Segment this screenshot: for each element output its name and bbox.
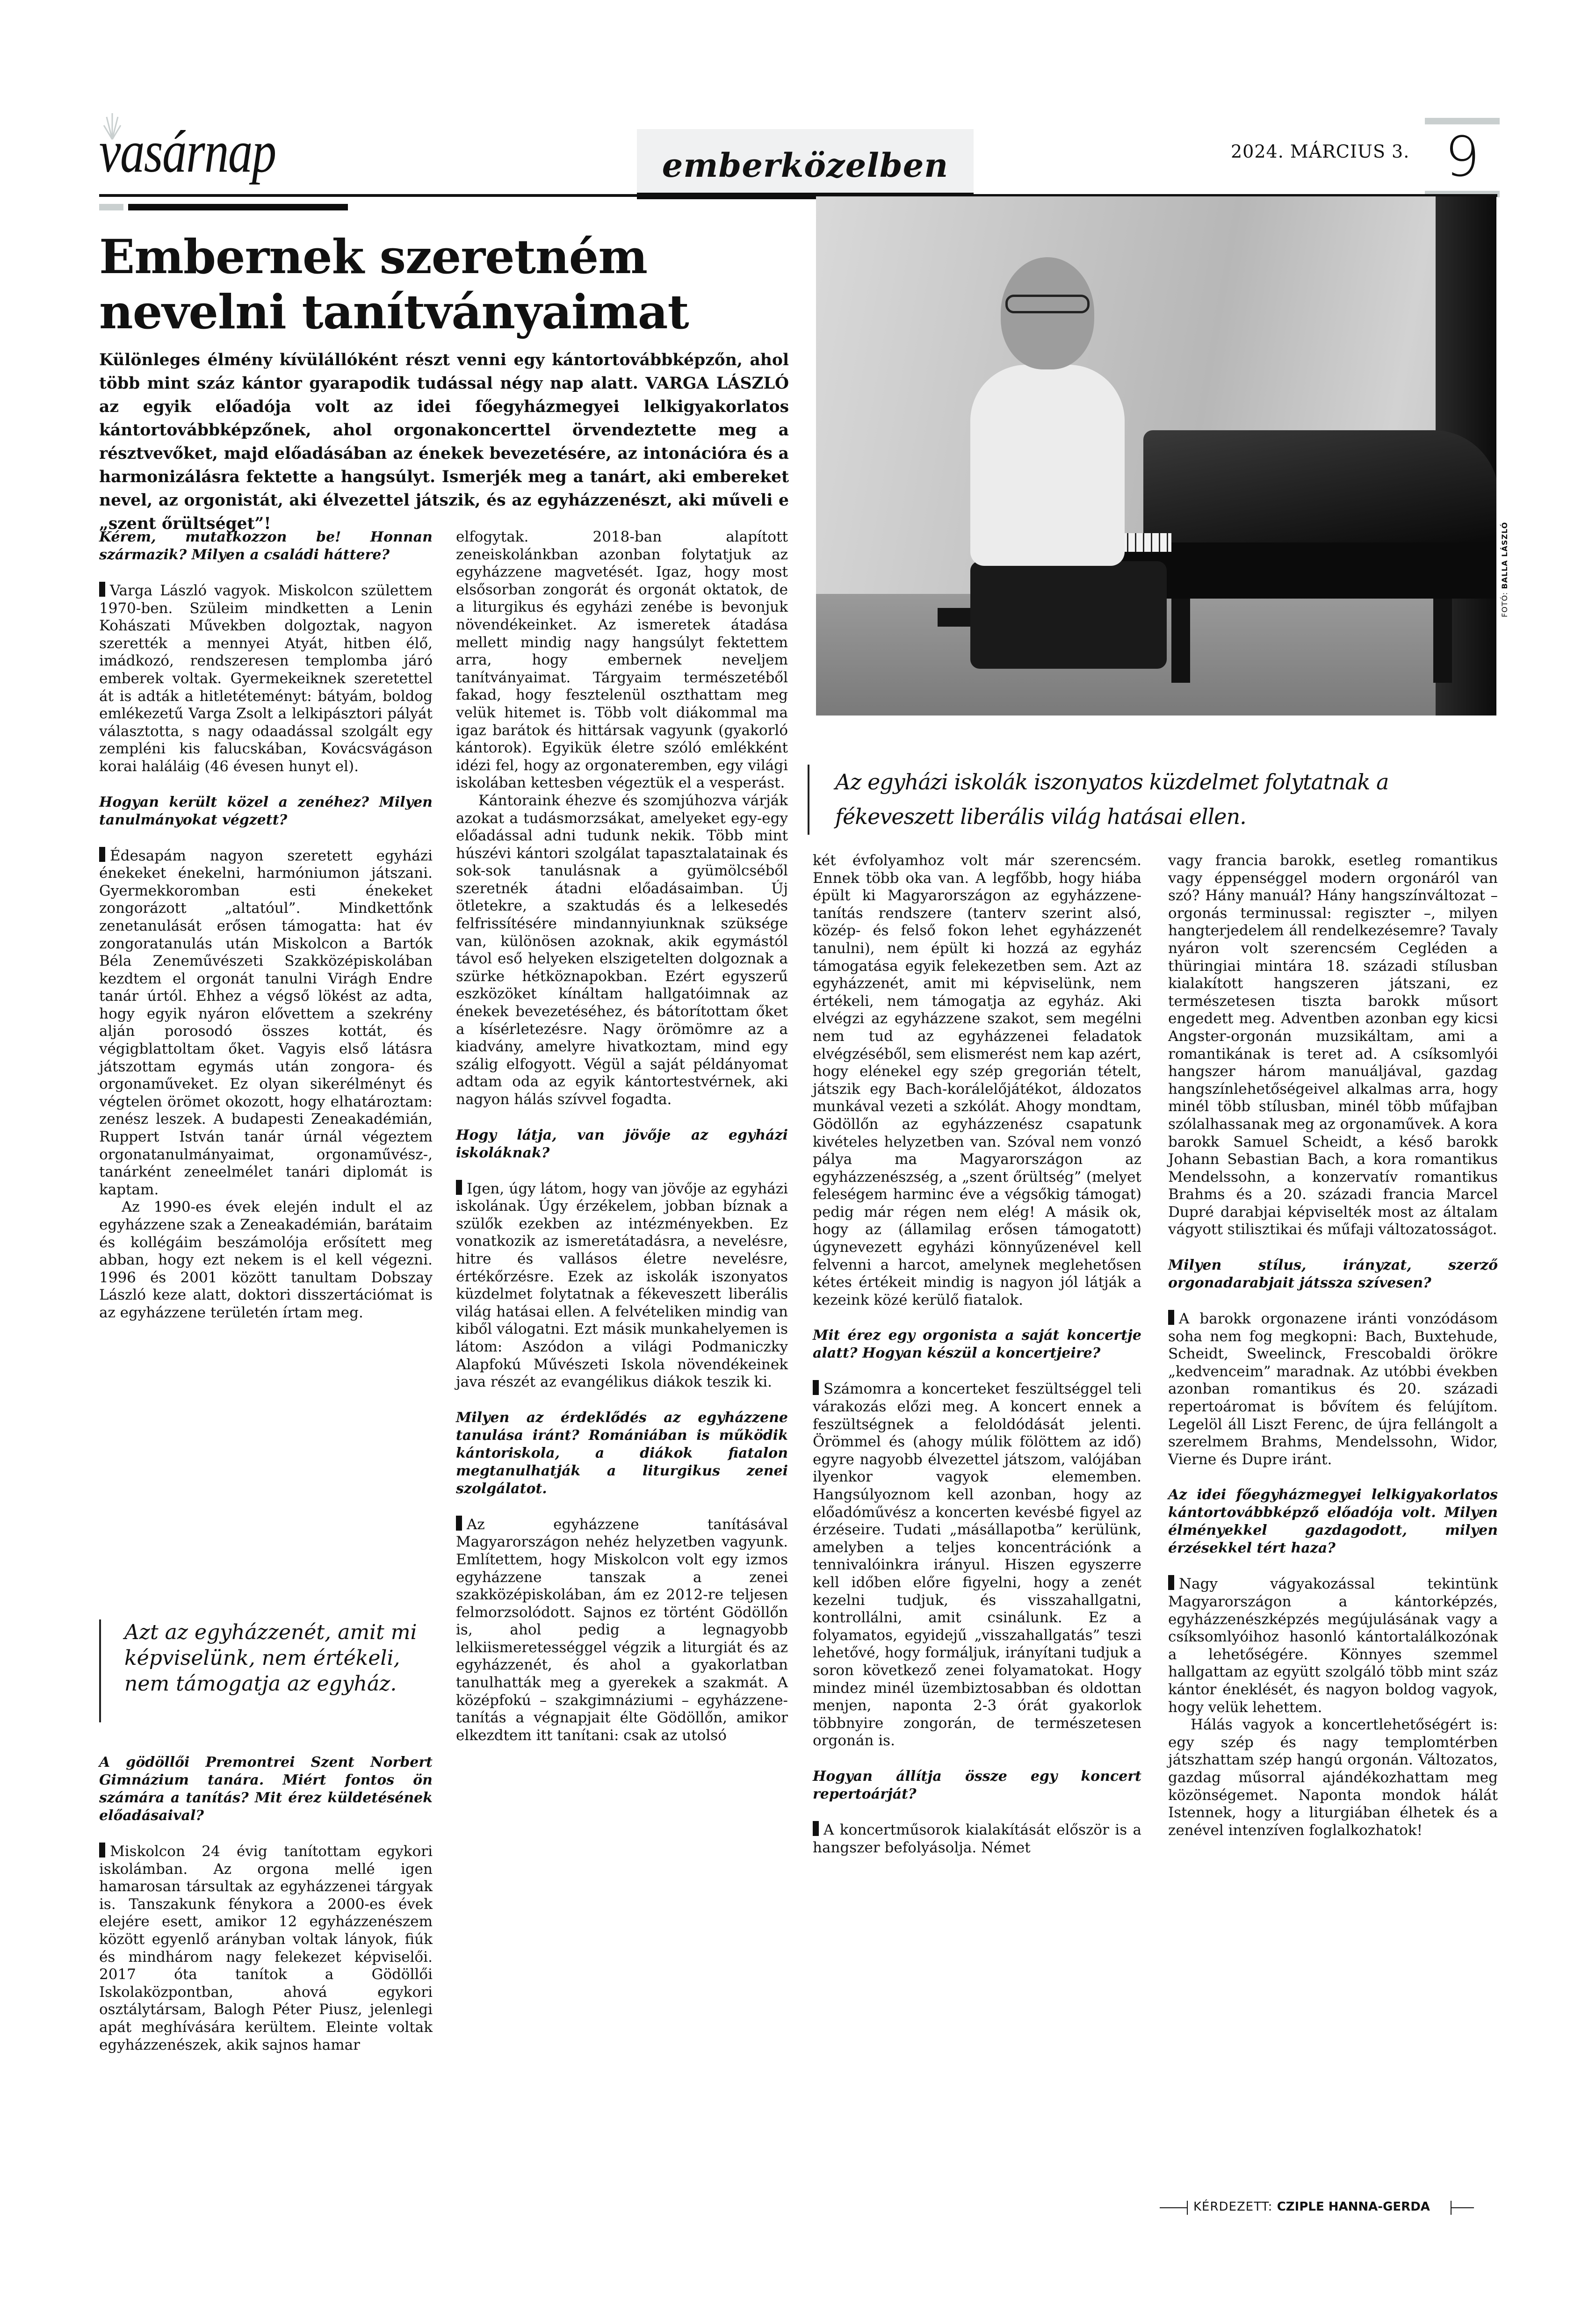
interview-answer: A koncertműsorok kialakítását először is a hangszer befolyásolja. Német xyxy=(813,1821,1141,1856)
masthead xyxy=(99,89,1497,201)
byline-rule xyxy=(1452,2207,1474,2208)
interview-answer: Édesapám nagyon szeretett egyházi énekeket énekelni, harmóniumon játszani. Gyermekkoromban esti énekeket zongorázott „altatóul”. Mindkettőnk zenetanulását erősen támogatta: hat év zongoratanulás után Miskolcon a Bartók Béla Zeneművészeti Szakközépiskolában kezdtem el orgonát tanulni Virágh Endre tanár úrtól. Ehhez a végső lökést az adta, hogy egyik nyáron elővettem a szekrény alján porosodó összes kottát, és végigblattoltam őket. Vagyis első látásra játszottam egymás után zongora- és orgonaműveket. Ez olyan sikerélményt és végtelen örömet okozott, hogy elhatároztam: zenész leszek. A budapesti Zeneakadémián, Ruppert István tanár úrnál végeztem orgonatanulmányaimat, orgonaművész-, tanárként zeneelmélet tanári diplomát is kaptam. xyxy=(99,847,433,1198)
article-photo[interactable] xyxy=(816,196,1496,716)
interview-question: Hogy látja, van jövője az egyházi iskoláknak? xyxy=(456,1127,788,1161)
interview-answer-paragraph: Hálás vagyok a koncertlehetőségért is: egy szép és nagy templomtérben játszhattam szép hangú orgonán. Változatos, gazdag műsorral ajándékozhattam meg közönségemet. Naponta mondok hálát Istennek, hogy a liturgiában élhetek és a zenével intenzíven foglalkozhatok! xyxy=(1168,1716,1498,1839)
byline-label: KÉRDEZETT: xyxy=(1193,2200,1273,2214)
text-column-1 xyxy=(99,528,433,1322)
interview-question: Milyen az érdeklődés az egyházzene tanulása iránt? Romániában is működik kántoriskola, a diákok fiatalon megtanulhatják a liturgikus zenei szolgálatot. xyxy=(456,1409,788,1497)
person-head xyxy=(1001,257,1094,369)
issue-date: 2024. MÁRCIUS 3. xyxy=(1231,141,1410,162)
interview-answer: Számomra a koncerteket feszültséggel teli várakozás előzi meg. A koncert ennek a feszültségnek a feloldódását jelenti. Örömmel és (ahogy múlik fölöttem az idő) egyre nagyobb élvezettel játszom, valójában ilyenkor vagyok elememben. Hangsúlyoznom kell azonban, hogy az előadóművész a koncerten kevésbé figyel az érzéseire. Tudati „másállapotba” kerülünk, amelyben a teljes koncentrációnk a tennivalóinkra irányul. Hiszen egyszerre kell időben előre figyelni, hogy a zenét kezelni tudjuk, és visszahallgatni, kontrollálni, amit csinálunk. Ez a folyamatos, egyidejű „visszahallgatás” teszi lehetővé, hogy formáljuk, irányítani tudjuk a soron következő zenei folyamatokat. Hogy mindez minél üzembiztosabban és oldottan menjen, naponta 2-3 órát gyakorlok többnyire zongorán, de természetesen orgonán is. xyxy=(813,1380,1141,1749)
interview-question: Kérem, mutatkozzon be! Honnan származik? Milyen a családi háttere? xyxy=(99,529,433,563)
logo-accent-bar xyxy=(99,204,123,210)
logo-underline-bar xyxy=(128,204,348,210)
answer-marker-icon xyxy=(1168,1575,1174,1590)
interview-answer-continued: vagy francia barokk, esetleg romantikus vagy éppenséggel modern orgonáról van szó? Hány manuál? Hány hangszínváltozat – orgonás terminussal: regiszter –, milyen hangterjedelem áll rendelkezésemre? Tavaly nyáron volt szerencsém Cegléden a thüringiai mintára 18. századi stílusban kialakított hangszeren játszani, ez természetesen tiszta barokk műsort engedett meg. Adventben azonban egy kicsi Angster-orgonán muzsikáltam, ami a romantikának is teret ad. A csíksomlyói hangszer három manuáljával, gazdag hangszínlehetőségeivel alkalmas arra, hogy minél több stílusban, minél több műfajban szólalhassanak meg az orgonaművek. A kora barokk Samuel Scheidt, a késő barokk Johann Sebastian Bach, a kora romantikus Mendelssohn, a konzervatív romantikus Brahms és a 20. századi francia Marcel Dupré darabjai képviselték most az általam vágyott stilisztikai és műfaji változatosságot. xyxy=(1168,852,1498,1238)
interview-answer-continued: két évfolyamhoz volt már szerencsém. Ennek több oka van. A legfőbb, hogy hiába épült ki Magyarországon az egyházzene-tanítás rendszere (tanterv szerint alsó, közép- és felső fokon lehet egyházzenét tanulni), nem épült ki hozzá az egyház támogatása egyik felekezetben sem. Azt az egyházzenét, amit mi képviselünk, nem értékeli, nem támogatja az egyház. Aki elvégzi az egyházzene szakot, sem megélni nem tud az egyházzenei feladatok elvégzéséből, sem elismerést nem kap azért, hogy elénekel egy szép gregorián tételt, játszik egy Bach-korálelőjátékot, áldozatos munkával vezeti a szkólát. Ahogy mondtam, Gödöllőn az egyházzenész csapatunk kivételes helyzetben van. Szóval nem vonzó pálya ma Magyarországon az egyházzenészség, a „szent őrültség” (melyet feleségem harminc éve a végsőkig támogat) pedig már régen nem elég! A másik ok, hogy az (államilag erősen támogatott) úgynevezett egyházi könnyűzenével kell felvenni a harcot, amelynek meglehetősen kétes értékeit mindig is nagyon jól látják a kezeink közé kerülő fiatalok. xyxy=(813,852,1141,1308)
byline-text xyxy=(1193,2200,1430,2214)
interview-answer: Varga László vagyok. Miskolcon születtem 1970-ben. Szüleim mindketten a Lenin Kohászati Művekben dolgoztak, nagyon szerették a mennyei Atyát, hitben élő, imádkozó, rendszeresen templomba járó emberek voltak. Gyermekeiknek szeretettel át is adták a hitletéteményt: bátyám, boldog emlékezetű Varga Zsolt a lelkipásztori pályát választotta, s nagy odaadással szolgált egy zempléni kis falucskában, Kovácsvágáson korai haláláig (46 évesen hunyt el). xyxy=(99,582,433,775)
interview-question: Hogyan állítja össze egy koncert repertoárját? xyxy=(813,1768,1141,1802)
byline xyxy=(1160,2198,1496,2217)
section-label[interactable] xyxy=(637,129,974,199)
section-label-text: emberközelben xyxy=(662,146,949,185)
interview-answer: A barokk orgonazene iránti vonzódásom soha nem fog megkopni: Bach, Buxtehude, Scheidt, Sweelinck, Frescobaldi örökre „kedvenceim” maradnak. Az utóbbi években azonban romantikus és 20. századi repertoáromat is bővítem és felújítom. Legelöl áll Liszt Ferenc, de újra fellángolt a szerelmem Brahms, Mendelssohn, Widor, Vierne és Dupre iránt. xyxy=(1168,1310,1498,1468)
grand-piano-body xyxy=(1115,542,1496,599)
interview-question: Hogyan került közel a zenéhez? Milyen tanulmányokat végzett? xyxy=(99,794,433,828)
byline-author[interactable]: CZIPLE HANNA-GERDA xyxy=(1277,2200,1430,2214)
answer-marker-icon xyxy=(813,1380,819,1395)
grand-piano-lid xyxy=(1143,430,1496,552)
pull-quote: Azt az egyházzenét, amit mi képviselünk, nem értékeli, nem támogatja az egyház. xyxy=(99,1619,433,1722)
interview-answer-continued: elfogytak. 2018-ban alapított zeneiskolánkban azonban folytatjuk az egyházzene magvetését. Igaz, hogy most elsősorban zongorát és orgonát oktatok, de a liturgikus és egyházi zenébe is bevonjuk növendékeinket. Az ismeretek átadása mellett mindig nagy hangsúlyt fektettem arra, hogy embernek neveljem tanítványaimat. Tárgyaim természetéből fakad, hogy fesztelenül oszthattam meg velük hitemet is. Több volt diákommal ma igaz barátok és hittársak vagyunk (gyakorló kántorok). Egyikük életre szóló emlékként idézi fel, hogy az orgonateremben, egy világi iskolában kettesben végeztük el a vesperást. xyxy=(456,528,788,792)
photo-credit-label: FOTÓ: xyxy=(1500,592,1509,617)
person-legs xyxy=(970,561,1167,669)
article-headline: Embernek szeretném nevelni tanítványaimat xyxy=(99,229,689,340)
text-column-3 xyxy=(813,852,1141,1857)
glasses-icon xyxy=(1005,295,1090,313)
byline-rule xyxy=(1160,2207,1187,2208)
publication-logo[interactable] xyxy=(99,108,352,185)
page-number-box xyxy=(1425,118,1500,197)
interview-question: Milyen stílus, irányzat, szerző orgonadarabjait játssza szívesen? xyxy=(1168,1257,1498,1292)
piano-leg xyxy=(1171,599,1190,683)
photo-credit-name: BALLA LÁSZLÓ xyxy=(1500,521,1509,589)
answer-marker-icon xyxy=(813,1821,819,1836)
logo-wordmark: vasárnap xyxy=(99,118,276,185)
interview-question: Az idei főegyházmegyei lelkigyakorlatos kántortovábbképző előadója volt. Milyen élményekkel gazdagodott, milyen érzésekkel tért haza? xyxy=(1168,1487,1498,1557)
article-lead: Különleges élmény kívülállóként részt venni egy kántortovábbképzőn, ahol több mint száz kántor gyarapodik tudással négy nap alatt. VARGA LÁSZLÓ az egyik előadója volt az idei főegyházmegyei lelkigyakorlatos kántortovábbképzőnek, ahol orgonakoncerttel örvendeztette meg a résztvevőket, majd előadásában az énekek bevezetésére, az intonációra és a harmonizálásra fektette a hangsúlyt. Ismerjék meg a tanárt, aki embereket nevel, az orgonistát, aki élvezettel játszik, és az egyházzenészt, aki műveli e „szent őrültséget”! xyxy=(99,351,789,533)
pull-quote: Az egyházi iskolák iszonyatos küzdelmet folytatnak a fékeveszett liberális világ hatásai ellen. xyxy=(808,765,1500,835)
byline-tick xyxy=(1187,2201,1188,2215)
photo-credit xyxy=(1500,521,1509,617)
interview-answer: Az egyházzene tanításával Magyarországon nehéz helyzetben vagyunk. Említettem, hogy Miskolcon volt egy izmos egyházzene tanszak a zenei szakközépiskolában, ám ez 2012-re teljesen felmorzsolódott. Sajnos ez történt Gödöllőn is, ahol pedig a legnagyobb lelkiismeretességgel végzik a liturgiát és az egyházzenét, és ahol a gyakorlatban tanulhatták meg a gyerekek a szakmát. A középfokú – szakgimnáziumi – egyházzene-tanítás a végnapjait élte Gödöllőn, amikor elkezdtem itt tanítani: csak az utolsó xyxy=(456,1516,788,1744)
text-column-4 xyxy=(1168,852,1498,1839)
piano-leg xyxy=(1433,599,1452,683)
page-number: 9 xyxy=(1444,124,1480,189)
answer-marker-icon xyxy=(1168,1310,1174,1325)
interview-answer: Nagy vágyakozással tekintünk Magyarországon a kántorképzés, egyházzenészképzés megújulásának vagy a csíksomlyóihoz hasonló kántortalálkozónak a lehetőségére. Könnyes szemmel hallgattam az együtt szolgáló több mint száz kántor éneklését, és nagyon boldog vagyok, hogy velük lehettem. xyxy=(1168,1576,1498,1716)
answer-marker-icon xyxy=(99,1843,105,1857)
interview-answer-paragraph: Az 1990-es évek elején indult el az egyházzene szak a Zeneakadémián, barátaim és kollégáim beszámolója erősített meg abban, hogy ezt nekem is el kell végezni. 1996 és 2001 között tanultam Dobszay László keze alatt, doktori disszertációmat is az egyházzene területén írtam meg. xyxy=(99,1199,433,1321)
answer-marker-icon xyxy=(99,582,105,597)
person-shirt xyxy=(970,365,1125,566)
interview-answer-paragraph: Kántoraink éhezve és szomjúhozva várják azokat a tudásmorzsákat, amelyeket egy-egy előadással adni tudunk nekik. Több mint húszévi kántori szolgálat tapasztalatainak és sok-sok tanulásnak a gyümölcséből szeretnék átadni előadásaimban. Új ötletekre, a szaktudás és a lelkesedés felfrissítésére mindannyiunknak szüksége van, különösen azoknak, akik egymástól távol eső helyeken elszigetelten dolgoznak a szürke hétköznapokban. Ezért egyszerű eszközöket kínáltam hallgatóimnak az énekek bevezetéséhez, és bátorítottam őket a kísérletezésre. Nagy örömömre az a kiadvány, amelyre hivatkoztam, mind egy szálig elfogyott. Végül a saját példányomat adtam oda az egyik kántortestvérnek, aki nagyon hálás szívvel fogadta. xyxy=(456,792,788,1108)
interview-question: A gödöllői Premontrei Szent Norbert Gimnázium tanára. Miért fontos ön számára a tanítás? Mit érez küldetésének előadásaival? xyxy=(99,1754,433,1824)
text-column-1-lower xyxy=(99,1754,433,2054)
interview-answer: Miskolcon 24 évig tanítottam egykori iskolámban. Az orgona mellé igen hamarosan társultak az egyházzenei tárgyak is. Tanszakunk fénykora a 2000-es évek elejére esett, amikor 12 egyházzenészem között egyenlő arányban voltak lányok, fiúk és mindhárom nagy felekezet képviselői. 2017 óta tanítok a Gödöllői Iskolaközpontban, ahová egykori osztálytársam, Balogh Péter Piusz, jelenlegi apát meghívására kerültem. Eleinte voltak egyházzenészek, akik sajnos hamar xyxy=(99,1843,433,2053)
interview-question: Mit érez egy orgonista a saját koncertje alatt? Hogyan készül a koncertjeire? xyxy=(813,1327,1141,1362)
text-column-2 xyxy=(456,528,788,1744)
answer-marker-icon xyxy=(456,1516,462,1531)
interview-answer: Igen, úgy látom, hogy van jövője az egyházi iskolának. Úgy érzékelem, jobban bíznak a szülők ezekben az intézményekben. Ez vonatkozik az ismeretátadásra, a nevelésre, hitre és vallásos életre nevelésre, értékőrzésre. Ezek az iskolák iszonyatos küzdelmet folytatnak a fékeveszett liberális világ hatásai ellen. A felvételiken mindig van kiből válogatni. Ezt másik munkahelyemen is látom: Aszódon a világi Podmaniczky Alapfokú Művészeti Iskola növendékeinek java részét az evangélikus diákok teszik ki. xyxy=(456,1180,788,1391)
answer-marker-icon xyxy=(99,847,105,862)
answer-marker-icon xyxy=(456,1180,462,1195)
